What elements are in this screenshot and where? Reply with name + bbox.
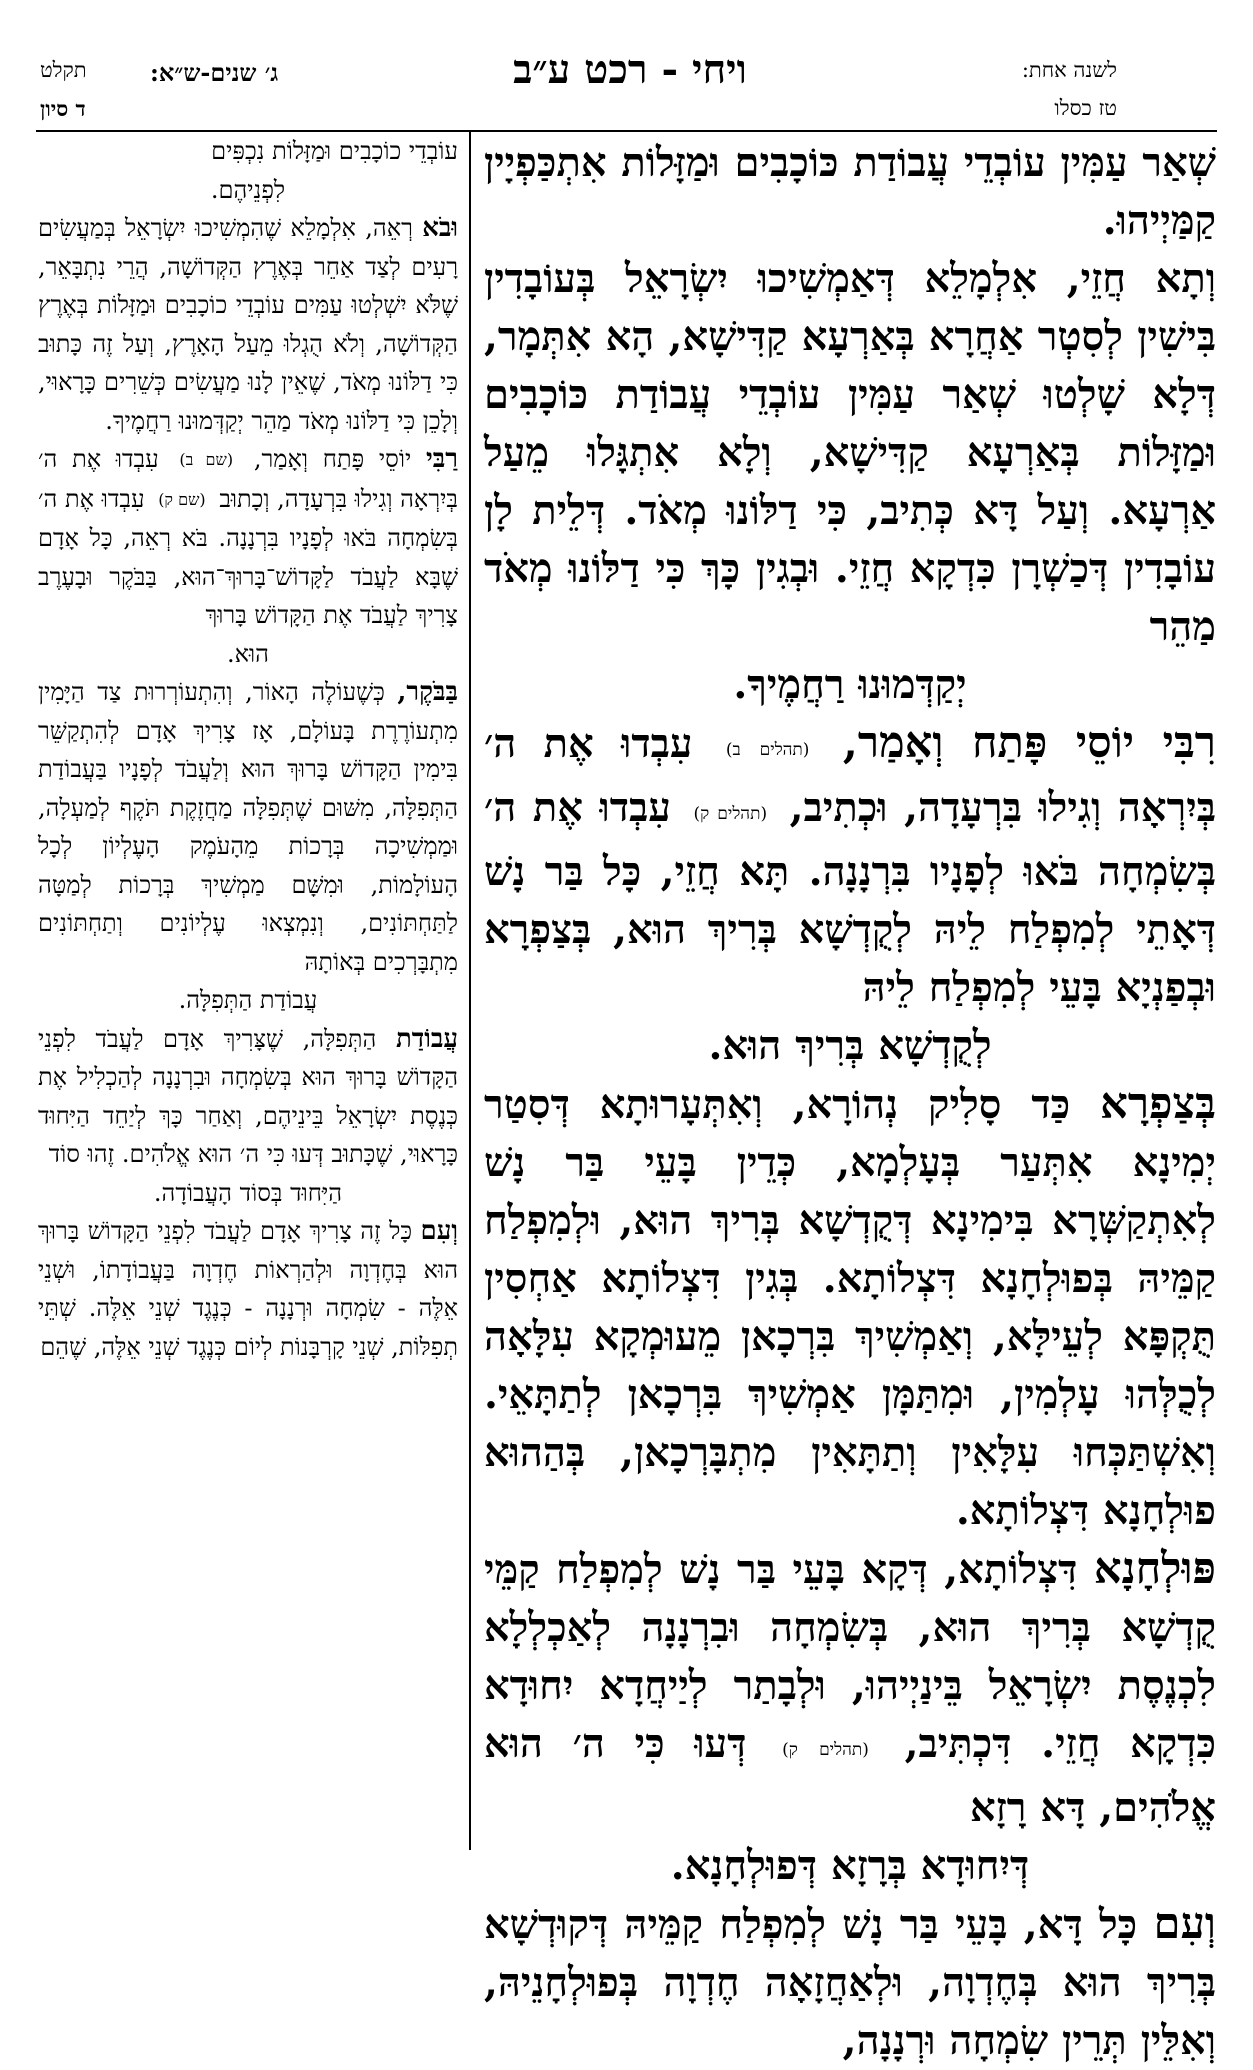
main-paragraph-5: פּוּלְחָנָא דִּצְלוֹתָא, דְּקָא בָּעֵי בַּר נָשׁ לְמִפְלַח קַמֵּי קֻדְשָׁא בְּרִיךְ הוּא, בְּשִׂמְחָה וּבִרְנָנָה לְאַכְלְלָא לִכְנֶסֶת יִשְׂרָאֵל בֵּינַיְיהוּ, וּלְבָתַר לְיַיחֲדָא יִחוּדָא כִּדְקָא חֲזֵי. דִּכְתִּיב, (תהלים ק) דְּעוּ כִּי ה׳ הוּא אֱלֹהִים, דָּא רָזָא: [484, 1543, 1216, 1831]
verse-reference: (תהלים ק): [782, 1740, 869, 1760]
header-left-date: ד סיון: [40, 96, 86, 121]
main-paragraph-2-end: יְקַדְּמוּנוּ רַחֲמֶיךָ.: [733, 661, 967, 708]
main-paragraph-1: שְׁאַר עַמִּין עוֹבְדֵי עֲבוֹדַת כּוֹכָבִים וּמַזָּלוֹת אִתְכַּפְיָין קַמַּיְיהוּ.: [484, 139, 1216, 244]
header-page-count: תקלט: [40, 58, 87, 82]
trans-paragraph-4-end: עֲבוֹדַת הַתְּפִלָּה.: [178, 986, 318, 1014]
verse-reference: (שם ק): [158, 489, 206, 509]
column-divider: [469, 130, 471, 1850]
trans-paragraph-1-end: לִפְנֵיהֶם.: [210, 175, 286, 204]
main-paragraph-3: רִבִּי יוֹסֵי פָּתַח וְאָמַר, (תהלים ב) עִבְדוּ אֶת ה׳ בְּיִרְאָה וְגִילוּ בִּרְעָדָה, וּכְתִיב, (תהלים ק) עִבְדוּ אֶת ה׳ בְּשִׂמְחָה בֹּאוּ לְפָנָיו בִּרְנָנָה. תָּא חֲזֵי, כָּל בַּר נָשׁ דְּאָתֵי לְמִפְלַח לֵיהּ לְקֻדְשָׁא בְּרִיךְ הוּא, בְּצַפְרָא וּבְפַנְיָא בָּעֵי לְמִפְלַח לֵיהּ: [484, 717, 1217, 1011]
main-paragraph-2: וְתָא חֲזֵי, אִלְמָלֵא דְּאַמְשִׁיכוּ יִשְׂרָאֵל בְּעוֹבָדִין בִּישִׁין לְסִטְר אַחֲרָא בְּאַרְעָא קַדִּישָׁא, הָא אִתְּמָר, דְּלָא שָׁלְטוּ שְׁאַר עַמִּין עוֹבְדֵי עֲבוֹדַת כּוֹכָבִים וּמַזָּלוֹת בְּאַרְעָא קַדִּישָׁא, וְלָא אִתְגָּלוּ מֵעַל אַרְעָא. וְעַל דָּא כְּתִיב, כִּי דַלּוֹנוּ מְאֹד. דְּלֵית לָן עוֹבָדִין דְּכַשְׁרָן כִּדְקָא חֲזֵי. וּבְגִין כָּךְ כִּי דַלּוֹנוּ מְאֹד מַהֵר: [484, 255, 1216, 650]
trans-paragraph-5: עֲבוֹדַת הַתְּפִלָּה, שֶׁצָּרִיךְ אָדָם לַעֲבֹד לִפְנֵי הַקָּדוֹשׁ בָּרוּךְ הוּא בְּשִׂמְחָה וּבִרְנָנָה לְהַכְלִיל אֶת כְּנֶסֶת יִשְׂרָאֵל בֵּינֵיהֶם, וְאַחַר כָּךְ לְיַחֵד הַיִּחוּד כָּרָאוּי, שֶׁכָּתוּב דְּעוּ כִּי ה׳ הוּא אֱלֹהִים. זֶהוּ סוֹד: [38, 1023, 458, 1168]
trans-paragraph-6: וְעִם כָּל זֶה צָרִיךְ אָדָם לַעֲבֹד לִפְנֵי הַקָּדוֹשׁ בָּרוּךְ הוּא בְּחֶדְוָה וּלְהַרְאוֹת חֶדְוָה בַּעֲבוֹדָתוֹ, וּשְׁנֵי אֵלֶּה - שִׂמְחָה וּרְנָנָה - כְּנֶגֶד שְׁנֵי אֵלֶּה. שְׁתֵּי תְפִלּוֹת, שְׁנֵי קָרְבָּנוֹת לְיוֹם כְּנֶגֶד שְׁנֵי אֵלֶּה, שֶׁהֵם: [38, 1216, 458, 1361]
main-text-column: [484, 134, 1216, 2070]
paragraph-lead: עֲבוֹדַת: [395, 1023, 458, 1054]
verse-reference: (שם ב): [179, 450, 234, 469]
trans-paragraph-4: בַּבֹּקֶר, כְּשֶׁעוֹלֶה הָאוֹר, וְהִתְעוֹרְרוּת צַד הַיָּמִין מִתְעוֹרֶרֶת בָּעוֹלָם, אָז צָרִיךְ אָדָם לְהִתְקַשֵּׁר בִּימִין הַקָּדוֹשׁ בָּרוּךְ הוּא וְלַעֲבֹד לְפָנָיו בַּעֲבוֹדַת הַתְּפִלָּה, מִשּׁוּם שֶׁתְּפִלָּה מַחֲזֶקֶת תֹּקֶף לְמַעְלָה, וּמַמְשִׁיכָה בְּרָכוֹת מֵהָעֹמֶק הָעֶלְיוֹן לְכָל הָעוֹלָמוֹת, וּמִשָּׁם מַמְשִׁיךְ בְּרָכוֹת לְמַטָּה לַתַּחְתּוֹנִים, וְנִמְצְאוּ עֶלְיוֹנִים וְתַחְתּוֹנִים מִתְבָּרְכִים בְּאוֹתָהּ: [38, 677, 458, 976]
trans-paragraph-3: רַבִּי יוֹסֵי פָּתַח וְאָמַר, (שם ב) עִבְדוּ אֶת ה׳ בְּיִרְאָה וְגִילוּ בִּרְעָדָה, וְכָתוּב (שם ק) עִבְדוּ אֶת ה׳ בְּשִׂמְחָה בֹּאוּ לְפָנָיו בִּרְנָנָה. בֹּא רְאֵה, כָּל אָדָם שֶׁבָּא לַעֲבֹד לַקָּדוֹשׁ־בָּרוּךְ־הוּא, בַּבֹּקֶר וּבָעֶרֶב צָרִיךְ לַעֲבֹד אֶת הַקָּדוֹשׁ בָּרוּךְ: [38, 444, 458, 629]
main-paragraph-5-end: דְּיִחוּדָא בְּרָזָא דְּפוּלְחָנָא.: [670, 1842, 1030, 1889]
paragraph-lead: וְעִם: [420, 1216, 458, 1246]
trans-paragraph-2: וּבֹא רְאֵה, אִלְמָלֵא שֶׁהִמְשִׁיכוּ יִשְׂרָאֵל בְּמַעֲשִׂים רָעִים לְצַד אַחֵר בְּאֶרֶץ הַקְּדוֹשָׁה, הֲרֵי נִתְבָּאֵר, שֶׁלֹּא יִשְׁלְטוּ עַמִּים עוֹבְדֵי כוֹכָבִים וּמַזָּלוֹת בְּאֶרֶץ הַקְּדוֹשָׁה, וְלֹא הֻגְלוּ מֵעַל הָאָרֶץ, וְעַל זֶה כָּתוּב כִּי דַלּוֹנוּ מְאֹד, שֶׁאֵין לָנוּ מַעֲשִׂים כְּשֵׁרִים כָּרָאוּי, וְלָכֵן כִּי דַלּוֹנוּ מְאֹד מַהֵר יְקַדְּמוּנוּ רַחֲמֶיךָ.: [38, 213, 458, 435]
verse-reference: (תהלים ב): [725, 740, 810, 760]
paragraph-lead: רִבִּי יוֹסֵי פָּתַח וְאָמַר,: [842, 717, 1216, 768]
main-paragraph-4: בְּצַפְרָא כַּד סָלִיק נְהוֹרָא, וְאִתְּעָרוּתָא דְּסִטַר יְמִינָא אִתְּעַר בְּעָלְמָא, כְּדֵין בָּעֵי בַּר נָשׁ לְאִתְקַשְּׁרָא בִּימִינָא דְּקֻדְשָׁא בְּרִיךְ הוּא, וּלְמִפְלַח קַמֵּיהּ בְּפוּלְחָנָא דִּצְלוֹתָא. בְּגִין דִּצְלוֹתָא אַחְסִין תֻּקְפָּא לְעֵילָּא, וְאַמְשִׁיךְ בִּרְכָאן מֵעוּמְקָא עִלָּאָה לְכֻלְּהוּ עָלְמִין, וּמִתַּמָּן אַמְשִׁיךְ בִּרְכָאן לְתַתָּאֵי. וְאִשְׁתַּכְּחוּ עִלָּאִין וְתַתָּאִין מִתְבָּרְכָאן, בְּהַהוּא פוּלְחָנָא דִּצְלוֹתָא.: [484, 1078, 1216, 1534]
trans-paragraph-5-end: הַיִּחוּד בְּסוֹד הָעֲבוֹדָה.: [153, 1178, 343, 1207]
verse-reference: (תהלים ק): [693, 804, 768, 824]
paragraph-lead: בַּבֹּקֶר,: [397, 677, 458, 707]
trans-paragraph-1: עוֹבְדֵי כוֹכָבִים וּמַזָּלוֹת נִכְפִּים: [211, 137, 458, 165]
main-paragraph-3-end: לְקֻדְשָׁא בְּרִיךְ הוּא.: [708, 1022, 992, 1069]
header-right-date: טז כסלו: [1054, 96, 1117, 120]
paragraph-lead: וְעִם: [1153, 1898, 1216, 1949]
header-left-title: ג׳ שנים-ש״א:: [150, 58, 279, 87]
paragraph-lead: פּוּלְחָנָא: [1093, 1543, 1216, 1594]
trans-paragraph-3-end: הוּא.: [227, 639, 269, 668]
paragraph-lead: רַבִּי: [425, 444, 458, 474]
paragraph-lead: וּבֹא: [422, 213, 458, 243]
main-paragraph-6: וְעִם כָּל דָּא, בָּעֵי בַּר נָשׁ לְמִפְלַח קַמֵּיהּ דְּקוּדְשָׁא בְּרִיךְ הוּא בְּחֶדְוָה, וּלְאַחֲזָאָה חֶדְוָה בְּפוּלְחָנֵיהּ, וְאִלֵּין תְּרֵין שִׂמְחָה וּרְנָנָה,: [484, 1898, 1216, 2064]
translation-column: [38, 132, 458, 1366]
header-right-top: לשנה אחת:: [1021, 58, 1117, 82]
header-center-title: ויחי - רכט ע״ב: [513, 46, 747, 93]
paragraph-lead: בְּצַפְרָא: [1100, 1078, 1216, 1129]
